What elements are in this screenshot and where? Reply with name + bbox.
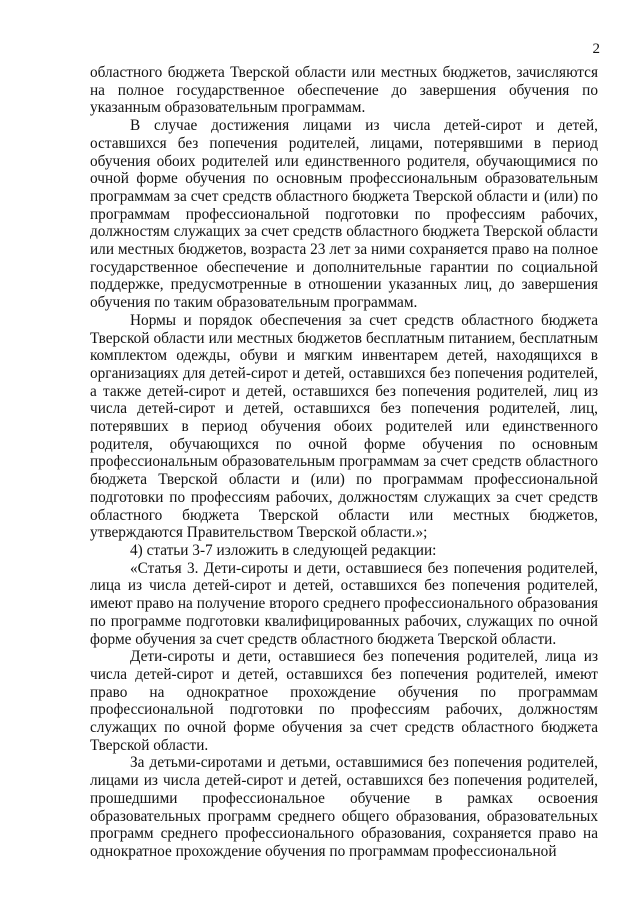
paragraph: Дети-сироты и дети, оставшиеся без попечения родителей, лица из числа детей-сирот и детей, оставшихся без попечения родителей, имеют право на однократное прохождение обучения по программам профессиональной подготовки по профессиям рабочих, должностям служащих по очной форме обучения за счет средств областного бюджета Тверской области. bbox=[90, 648, 598, 754]
paragraph: За детьми-сиротами и детьми, оставшимися без попечения родителей, лицами из числа детей-сирот и детей, оставшихся без попечения родителей, прошедшими профессиональное обучение в рамках освоения образовательных программ среднего общего образования, образовательных программ среднего профессионального образования, сохраняется право на однократное прохождение обучения по программам профессиональной bbox=[90, 754, 598, 860]
paragraph: В случае достижения лицами из числа детей-сирот и детей, оставшихся без попечения родителей, лицами, потерявшими в период обучения обоих родителей или единственного родителя, обучающимися по очной форме обучения по основным профессиональным образовательным программам за счет средств областного бюджета Тверской области и (или) по программам профессиональной подготовки по профессиям рабочих, должностям служащих за счет средств областного бюджета Тверской области или местных бюджетов, возраста 23 лет за ними сохраняется право на полное государственное обеспечение и дополнительные гарантии по социальной поддержке, предусмотренные в отношении указанных лиц, до завершения обучения по таким образовательным программам. bbox=[90, 117, 598, 312]
paragraph-continuation: областного бюджета Тверской области или местных бюджетов, зачисляются на полное государственное обеспечение до завершения обучения по указанным образовательным программам. bbox=[90, 64, 598, 117]
paragraph: Нормы и порядок обеспечения за счет средств областного бюджета Тверской области или местных бюджетов бесплатным питанием, бесплатным комплектом одежды, обуви и мягким инвентарем детей, находящихся в организациях для детей-сирот и детей, оставшихся без попечения родителей, а также детей-сирот и детей, оставшихся без попечения родителей, лиц из числа детей-сирот и детей, оставшихся без попечения родителей, лиц, потерявших в период обучения обоих родителей или единственного родителя, обучающихся по очной форме обучения по основным профессиональным образовательным программам за счет средств областного бюджета Тверской области и (или) по программам профессиональной подготовки по профессиям рабочих, должностям служащих за счет средств областного бюджета Тверской области или местных бюджетов, утверждаются Правительством Тверской области.»; bbox=[90, 311, 598, 542]
document-body bbox=[90, 64, 598, 861]
paragraph-article-3: «Статья 3. Дети-сироты и дети, оставшиеся без попечения родителей, лица из числа детей-сирот и детей, оставшихся без попечения родителей, имеют право на получение второго среднего профессионального образования по программе подготовки квалифицированных рабочих, служащих по очной форме обучения за счет средств областного бюджета Тверской области. bbox=[90, 559, 598, 648]
page-number: 2 bbox=[592, 41, 600, 57]
paragraph-amendment-item: 4) статьи 3-7 изложить в следующей редакции: bbox=[130, 541, 437, 559]
